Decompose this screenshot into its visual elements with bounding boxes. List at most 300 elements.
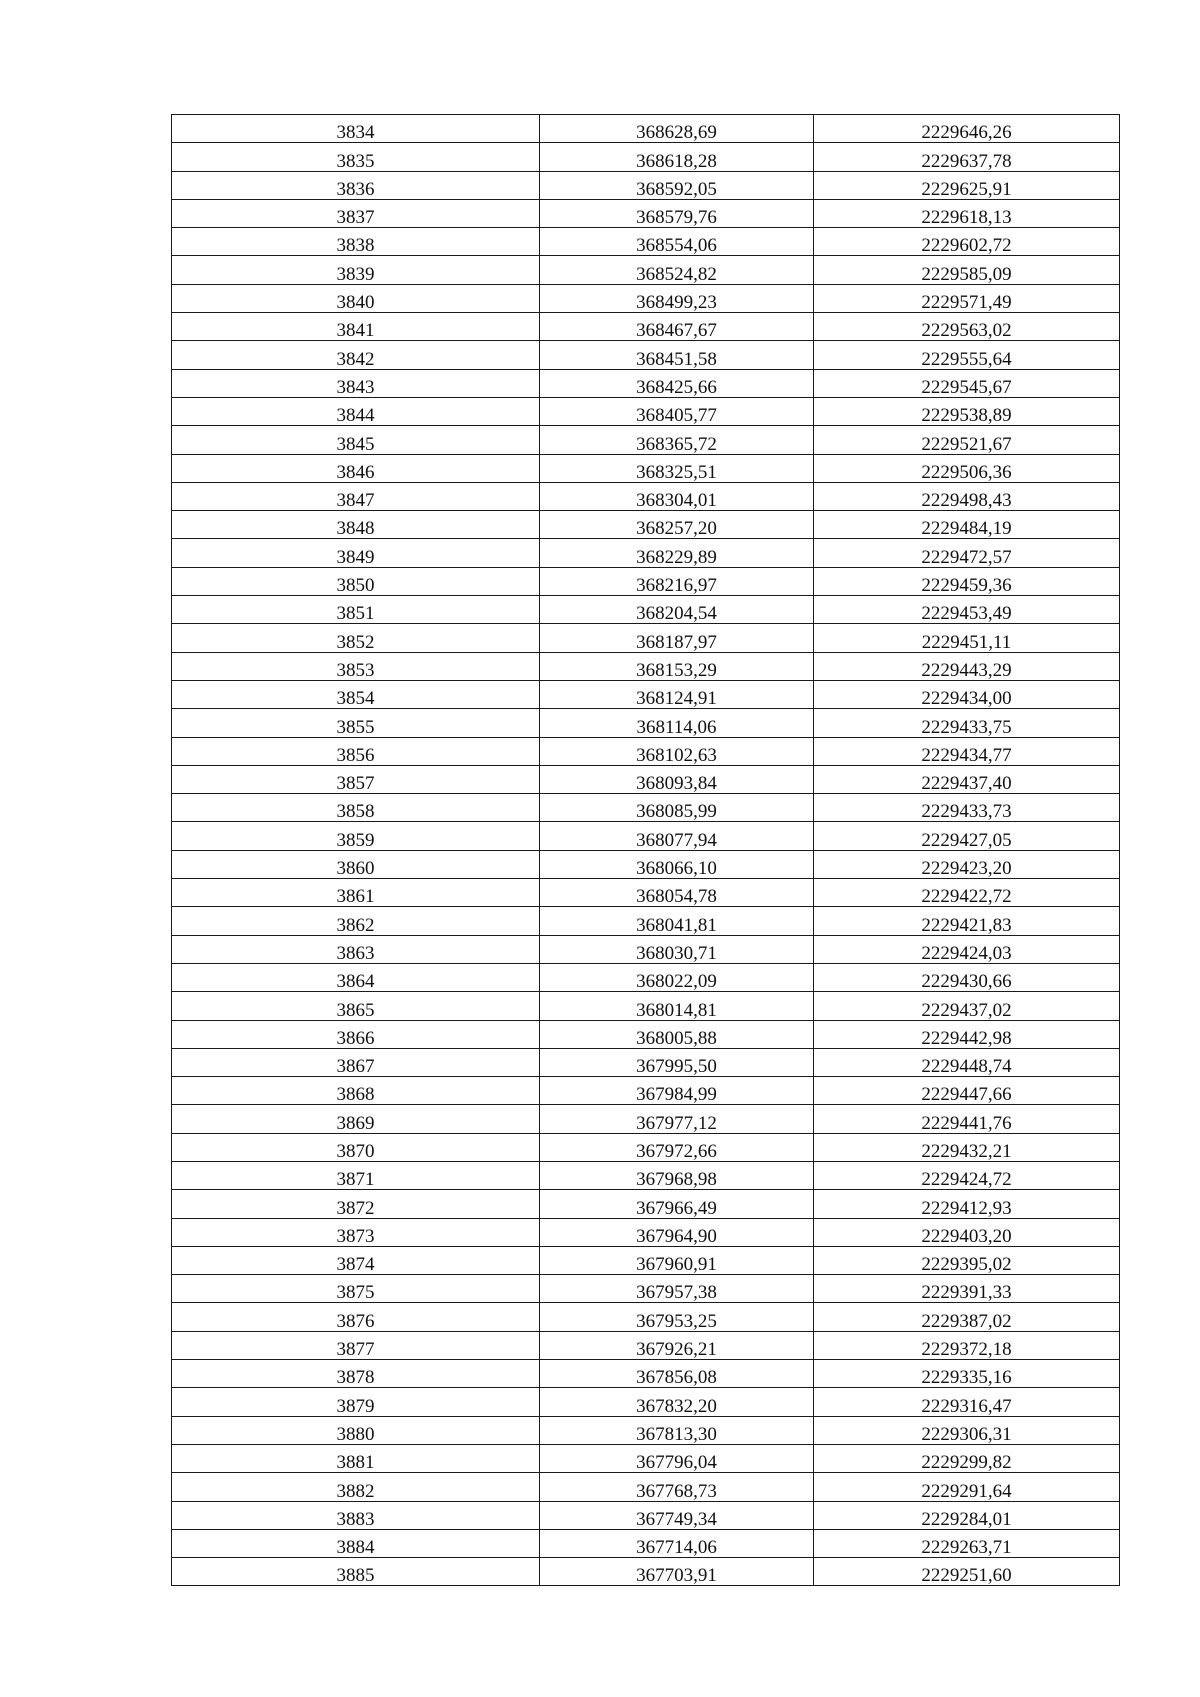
y-coordinate-cell	[814, 1161, 1120, 1189]
cell-text: 2229372,18	[921, 1339, 1012, 1361]
y-coordinate-cell	[814, 426, 1120, 454]
y-coordinate-cell	[814, 1048, 1120, 1076]
y-coordinate-cell	[814, 992, 1120, 1020]
cell-text: 2229437,40	[921, 773, 1012, 795]
y-coordinate-cell	[814, 539, 1120, 567]
y-coordinate-cell	[814, 115, 1120, 143]
x-coordinate-cell	[540, 992, 814, 1020]
table-row	[172, 482, 1120, 510]
y-coordinate-cell	[814, 1360, 1120, 1388]
cell-text: 3856	[336, 744, 375, 766]
cell-text: 3844	[336, 405, 375, 427]
cell-text: 2229625,91	[921, 178, 1012, 200]
table-row	[172, 228, 1120, 256]
cell-text: 2229432,21	[921, 1140, 1012, 1162]
x-coordinate-cell	[540, 737, 814, 765]
table-row	[172, 284, 1120, 312]
point-number-cell	[172, 454, 540, 482]
cell-text: 2229403,20	[921, 1225, 1012, 1247]
cell-text: 3835	[336, 150, 375, 172]
point-number-cell	[172, 567, 540, 595]
cell-text: 368618,28	[636, 150, 717, 172]
cell-text: 367984,99	[636, 1084, 717, 1106]
table-row	[172, 199, 1120, 227]
x-coordinate-cell	[540, 567, 814, 595]
cell-text: 367964,90	[636, 1225, 717, 1247]
cell-text: 3867	[336, 1056, 375, 1078]
table-row	[172, 1388, 1120, 1416]
point-number-cell	[172, 680, 540, 708]
cell-text: 3860	[336, 858, 375, 880]
x-coordinate-cell	[540, 511, 814, 539]
x-coordinate-cell	[540, 1105, 814, 1133]
cell-text: 2229637,78	[921, 150, 1012, 172]
table-row	[172, 624, 1120, 652]
cell-text: 368229,89	[636, 546, 717, 568]
x-coordinate-cell	[540, 624, 814, 652]
table-row	[172, 143, 1120, 171]
cell-text: 3834	[336, 122, 375, 144]
table-row	[172, 539, 1120, 567]
cell-text: 2229443,29	[921, 659, 1012, 681]
cell-text: 3863	[336, 942, 375, 964]
y-coordinate-cell	[814, 284, 1120, 312]
cell-text: 367749,34	[636, 1508, 717, 1530]
cell-text: 2229424,72	[921, 1169, 1012, 1191]
point-number-cell	[172, 963, 540, 991]
x-coordinate-cell	[540, 115, 814, 143]
point-number-cell	[172, 907, 540, 935]
cell-text: 368041,81	[636, 914, 717, 936]
cell-text: 3862	[336, 914, 375, 936]
cell-text: 2229437,02	[921, 999, 1012, 1021]
cell-text: 3868	[336, 1084, 375, 1106]
cell-text: 3861	[336, 886, 375, 908]
cell-text: 3869	[336, 1112, 375, 1134]
table-row	[172, 1190, 1120, 1218]
cell-text: 3875	[336, 1282, 375, 1304]
x-coordinate-cell	[540, 709, 814, 737]
point-number-cell	[172, 850, 540, 878]
point-number-cell	[172, 284, 540, 312]
x-coordinate-cell	[540, 256, 814, 284]
table-row	[172, 454, 1120, 482]
cell-text: 2229316,47	[921, 1395, 1012, 1417]
cell-text: 3878	[336, 1367, 375, 1389]
cell-text: 3881	[336, 1452, 375, 1474]
cell-text: 2229538,89	[921, 405, 1012, 427]
cell-text: 368014,81	[636, 999, 717, 1021]
table-row	[172, 907, 1120, 935]
cell-text: 2229335,16	[921, 1367, 1012, 1389]
cell-text: 368187,97	[636, 631, 717, 653]
cell-text: 3838	[336, 235, 375, 257]
cell-text: 368304,01	[636, 490, 717, 512]
y-coordinate-cell	[814, 341, 1120, 369]
cell-text: 368467,67	[636, 320, 717, 342]
point-number-cell	[172, 1048, 540, 1076]
table-row	[172, 822, 1120, 850]
cell-text: 2229395,02	[921, 1254, 1012, 1276]
x-coordinate-cell	[540, 1529, 814, 1557]
cell-text: 2229251,60	[921, 1565, 1012, 1587]
x-coordinate-cell	[540, 1388, 814, 1416]
cell-text: 368114,06	[636, 716, 717, 738]
cell-text: 3845	[336, 433, 375, 455]
y-coordinate-cell	[814, 256, 1120, 284]
cell-text: 2229555,64	[921, 348, 1012, 370]
cell-text: 3854	[336, 688, 375, 710]
table-row	[172, 596, 1120, 624]
table-row	[172, 1275, 1120, 1303]
x-coordinate-cell	[540, 369, 814, 397]
table-row	[172, 426, 1120, 454]
y-coordinate-cell	[814, 1388, 1120, 1416]
table-row	[172, 1558, 1120, 1586]
y-coordinate-cell	[814, 567, 1120, 595]
cell-text: 3837	[336, 207, 375, 229]
y-coordinate-cell	[814, 680, 1120, 708]
cell-text: 2229448,74	[921, 1056, 1012, 1078]
cell-text: 3882	[336, 1480, 375, 1502]
cell-text: 3880	[336, 1423, 375, 1445]
x-coordinate-cell	[540, 1275, 814, 1303]
table-row	[172, 567, 1120, 595]
point-number-cell	[172, 935, 540, 963]
table-row	[172, 1020, 1120, 1048]
cell-text: 368066,10	[636, 858, 717, 880]
cell-text: 368592,05	[636, 178, 717, 200]
point-number-cell	[172, 369, 540, 397]
y-coordinate-cell	[814, 879, 1120, 907]
x-coordinate-cell	[540, 228, 814, 256]
point-number-cell	[172, 1105, 540, 1133]
y-coordinate-cell	[814, 850, 1120, 878]
cell-text: 3864	[336, 971, 375, 993]
x-coordinate-cell	[540, 1161, 814, 1189]
point-number-cell	[172, 539, 540, 567]
cell-text: 3858	[336, 801, 375, 823]
point-number-cell	[172, 879, 540, 907]
table-row	[172, 1048, 1120, 1076]
cell-text: 3873	[336, 1225, 375, 1247]
point-number-cell	[172, 992, 540, 1020]
x-coordinate-cell	[540, 652, 814, 680]
point-number-cell	[172, 397, 540, 425]
x-coordinate-cell	[540, 426, 814, 454]
cell-text: 3874	[336, 1254, 375, 1276]
x-coordinate-cell	[540, 313, 814, 341]
cell-text: 2229459,36	[921, 575, 1012, 597]
y-coordinate-cell	[814, 794, 1120, 822]
cell-text: 2229498,43	[921, 490, 1012, 512]
y-coordinate-cell	[814, 1416, 1120, 1444]
cell-text: 2229284,01	[921, 1508, 1012, 1530]
x-coordinate-cell	[540, 765, 814, 793]
point-number-cell	[172, 1077, 540, 1105]
table-row	[172, 652, 1120, 680]
cell-text: 2229433,73	[921, 801, 1012, 823]
cell-text: 368579,76	[636, 207, 717, 229]
y-coordinate-cell	[814, 1558, 1120, 1586]
x-coordinate-cell	[540, 482, 814, 510]
y-coordinate-cell	[814, 369, 1120, 397]
cell-text: 3865	[336, 999, 375, 1021]
cell-text: 367703,91	[636, 1565, 717, 1587]
cell-text: 368102,63	[636, 744, 717, 766]
x-coordinate-cell	[540, 1501, 814, 1529]
point-number-cell	[172, 199, 540, 227]
cell-text: 3855	[336, 716, 375, 738]
point-number-cell	[172, 228, 540, 256]
y-coordinate-cell	[814, 596, 1120, 624]
cell-text: 368628,69	[636, 122, 717, 144]
y-coordinate-cell	[814, 1444, 1120, 1472]
cell-text: 367926,21	[636, 1339, 717, 1361]
x-coordinate-cell	[540, 1246, 814, 1274]
table-row	[172, 1501, 1120, 1529]
y-coordinate-cell	[814, 143, 1120, 171]
table-row	[172, 1105, 1120, 1133]
point-number-cell	[172, 1360, 540, 1388]
cell-text: 2229545,67	[921, 376, 1012, 398]
table-row	[172, 680, 1120, 708]
cell-text: 2229453,49	[921, 603, 1012, 625]
coordinates-table-body	[172, 115, 1120, 1586]
cell-text: 2229585,09	[921, 263, 1012, 285]
cell-text: 2229646,26	[921, 122, 1012, 144]
x-coordinate-cell	[540, 879, 814, 907]
cell-text: 368365,72	[636, 433, 717, 455]
cell-text: 3871	[336, 1169, 375, 1191]
cell-text: 3859	[336, 829, 375, 851]
point-number-cell	[172, 171, 540, 199]
cell-text: 2229571,49	[921, 292, 1012, 314]
point-number-cell	[172, 1331, 540, 1359]
y-coordinate-cell	[814, 1133, 1120, 1161]
cell-text: 3847	[336, 490, 375, 512]
cell-text: 2229391,33	[921, 1282, 1012, 1304]
table-row	[172, 794, 1120, 822]
point-number-cell	[172, 1501, 540, 1529]
cell-text: 3836	[336, 178, 375, 200]
x-coordinate-cell	[540, 284, 814, 312]
cell-text: 2229421,83	[921, 914, 1012, 936]
x-coordinate-cell	[540, 171, 814, 199]
table-row	[172, 1218, 1120, 1246]
x-coordinate-cell	[540, 1218, 814, 1246]
cell-text: 367768,73	[636, 1480, 717, 1502]
cell-text: 2229451,11	[921, 631, 1012, 653]
cell-text: 368216,97	[636, 575, 717, 597]
cell-text: 367957,38	[636, 1282, 717, 1304]
y-coordinate-cell	[814, 199, 1120, 227]
table-row	[172, 1331, 1120, 1359]
x-coordinate-cell	[540, 1133, 814, 1161]
point-number-cell	[172, 1020, 540, 1048]
x-coordinate-cell	[540, 1020, 814, 1048]
cell-text: 368425,66	[636, 376, 717, 398]
x-coordinate-cell	[540, 199, 814, 227]
table-row	[172, 397, 1120, 425]
cell-text: 3843	[336, 376, 375, 398]
cell-text: 3870	[336, 1140, 375, 1162]
y-coordinate-cell	[814, 228, 1120, 256]
x-coordinate-cell	[540, 1360, 814, 1388]
point-number-cell	[172, 143, 540, 171]
point-number-cell	[172, 1444, 540, 1472]
cell-text: 2229442,98	[921, 1027, 1012, 1049]
x-coordinate-cell	[540, 1444, 814, 1472]
cell-text: 2229521,67	[921, 433, 1012, 455]
cell-text: 367966,49	[636, 1197, 717, 1219]
cell-text: 3872	[336, 1197, 375, 1219]
cell-text: 368524,82	[636, 263, 717, 285]
table-row	[172, 1161, 1120, 1189]
table-row	[172, 992, 1120, 1020]
cell-text: 3884	[336, 1537, 375, 1559]
table-row	[172, 171, 1120, 199]
y-coordinate-cell	[814, 313, 1120, 341]
cell-text: 367832,20	[636, 1395, 717, 1417]
cell-text: 367796,04	[636, 1452, 717, 1474]
cell-text: 368054,78	[636, 886, 717, 908]
cell-text: 3876	[336, 1310, 375, 1332]
table-row	[172, 737, 1120, 765]
point-number-cell	[172, 1473, 540, 1501]
cell-text: 2229563,02	[921, 320, 1012, 342]
table-row	[172, 511, 1120, 539]
cell-text: 2229484,19	[921, 518, 1012, 540]
point-number-cell	[172, 1246, 540, 1274]
point-number-cell	[172, 794, 540, 822]
table-row	[172, 1246, 1120, 1274]
cell-text: 367968,98	[636, 1169, 717, 1191]
cell-text: 2229424,03	[921, 942, 1012, 964]
cell-text: 3866	[336, 1027, 375, 1049]
cell-text: 2229472,57	[921, 546, 1012, 568]
table-row	[172, 1133, 1120, 1161]
cell-text: 3857	[336, 773, 375, 795]
x-coordinate-cell	[540, 680, 814, 708]
cell-text: 2229433,75	[921, 716, 1012, 738]
table-row	[172, 1444, 1120, 1472]
point-number-cell	[172, 1303, 540, 1331]
cell-text: 3850	[336, 575, 375, 597]
cell-text: 3885	[336, 1565, 375, 1587]
cell-text: 2229506,36	[921, 461, 1012, 483]
cell-text: 3842	[336, 348, 375, 370]
cell-text: 2229387,02	[921, 1310, 1012, 1332]
point-number-cell	[172, 1275, 540, 1303]
cell-text: 3852	[336, 631, 375, 653]
y-coordinate-cell	[814, 1190, 1120, 1218]
cell-text: 2229306,31	[921, 1423, 1012, 1445]
y-coordinate-cell	[814, 1077, 1120, 1105]
table-row	[172, 709, 1120, 737]
y-coordinate-cell	[814, 1275, 1120, 1303]
table-row	[172, 1416, 1120, 1444]
cell-text: 3839	[336, 263, 375, 285]
table-row	[172, 115, 1120, 143]
cell-text: 368204,54	[636, 603, 717, 625]
cell-text: 368325,51	[636, 461, 717, 483]
table-row	[172, 963, 1120, 991]
x-coordinate-cell	[540, 935, 814, 963]
table-row	[172, 935, 1120, 963]
cell-text: 2229291,64	[921, 1480, 1012, 1502]
y-coordinate-cell	[814, 652, 1120, 680]
cell-text: 367960,91	[636, 1254, 717, 1276]
y-coordinate-cell	[814, 511, 1120, 539]
point-number-cell	[172, 511, 540, 539]
point-number-cell	[172, 822, 540, 850]
y-coordinate-cell	[814, 765, 1120, 793]
point-number-cell	[172, 1190, 540, 1218]
cell-text: 3877	[336, 1339, 375, 1361]
cell-text: 368153,29	[636, 659, 717, 681]
y-coordinate-cell	[814, 737, 1120, 765]
point-number-cell	[172, 652, 540, 680]
cell-text: 367813,30	[636, 1423, 717, 1445]
cell-text: 3879	[336, 1395, 375, 1417]
table-row	[172, 1077, 1120, 1105]
point-number-cell	[172, 1416, 540, 1444]
cell-text: 367972,66	[636, 1140, 717, 1162]
x-coordinate-cell	[540, 1077, 814, 1105]
table-row	[172, 850, 1120, 878]
y-coordinate-cell	[814, 709, 1120, 737]
x-coordinate-cell	[540, 850, 814, 878]
cell-text: 2229427,05	[921, 829, 1012, 851]
y-coordinate-cell	[814, 963, 1120, 991]
y-coordinate-cell	[814, 935, 1120, 963]
cell-text: 368554,06	[636, 235, 717, 257]
cell-text: 368451,58	[636, 348, 717, 370]
point-number-cell	[172, 1218, 540, 1246]
x-coordinate-cell	[540, 596, 814, 624]
cell-text: 3883	[336, 1508, 375, 1530]
cell-text: 3849	[336, 546, 375, 568]
cell-text: 368005,88	[636, 1027, 717, 1049]
x-coordinate-cell	[540, 1473, 814, 1501]
x-coordinate-cell	[540, 1558, 814, 1586]
point-number-cell	[172, 1161, 540, 1189]
x-coordinate-cell	[540, 794, 814, 822]
y-coordinate-cell	[814, 397, 1120, 425]
cell-text: 367995,50	[636, 1056, 717, 1078]
cell-text: 3853	[336, 659, 375, 681]
point-number-cell	[172, 1558, 540, 1586]
cell-text: 2229441,76	[921, 1112, 1012, 1134]
cell-text: 367714,06	[636, 1537, 717, 1559]
table-row	[172, 1473, 1120, 1501]
x-coordinate-cell	[540, 822, 814, 850]
cell-text: 2229430,66	[921, 971, 1012, 993]
point-number-cell	[172, 624, 540, 652]
point-number-cell	[172, 256, 540, 284]
cell-text: 368077,94	[636, 829, 717, 851]
cell-text: 3848	[336, 518, 375, 540]
table-row	[172, 1529, 1120, 1557]
x-coordinate-cell	[540, 1048, 814, 1076]
y-coordinate-cell	[814, 1529, 1120, 1557]
cell-text: 2229422,72	[921, 886, 1012, 908]
cell-text: 367953,25	[636, 1310, 717, 1332]
cell-text: 2229434,77	[921, 744, 1012, 766]
cell-text: 368257,20	[636, 518, 717, 540]
cell-text: 2229263,71	[921, 1537, 1012, 1559]
